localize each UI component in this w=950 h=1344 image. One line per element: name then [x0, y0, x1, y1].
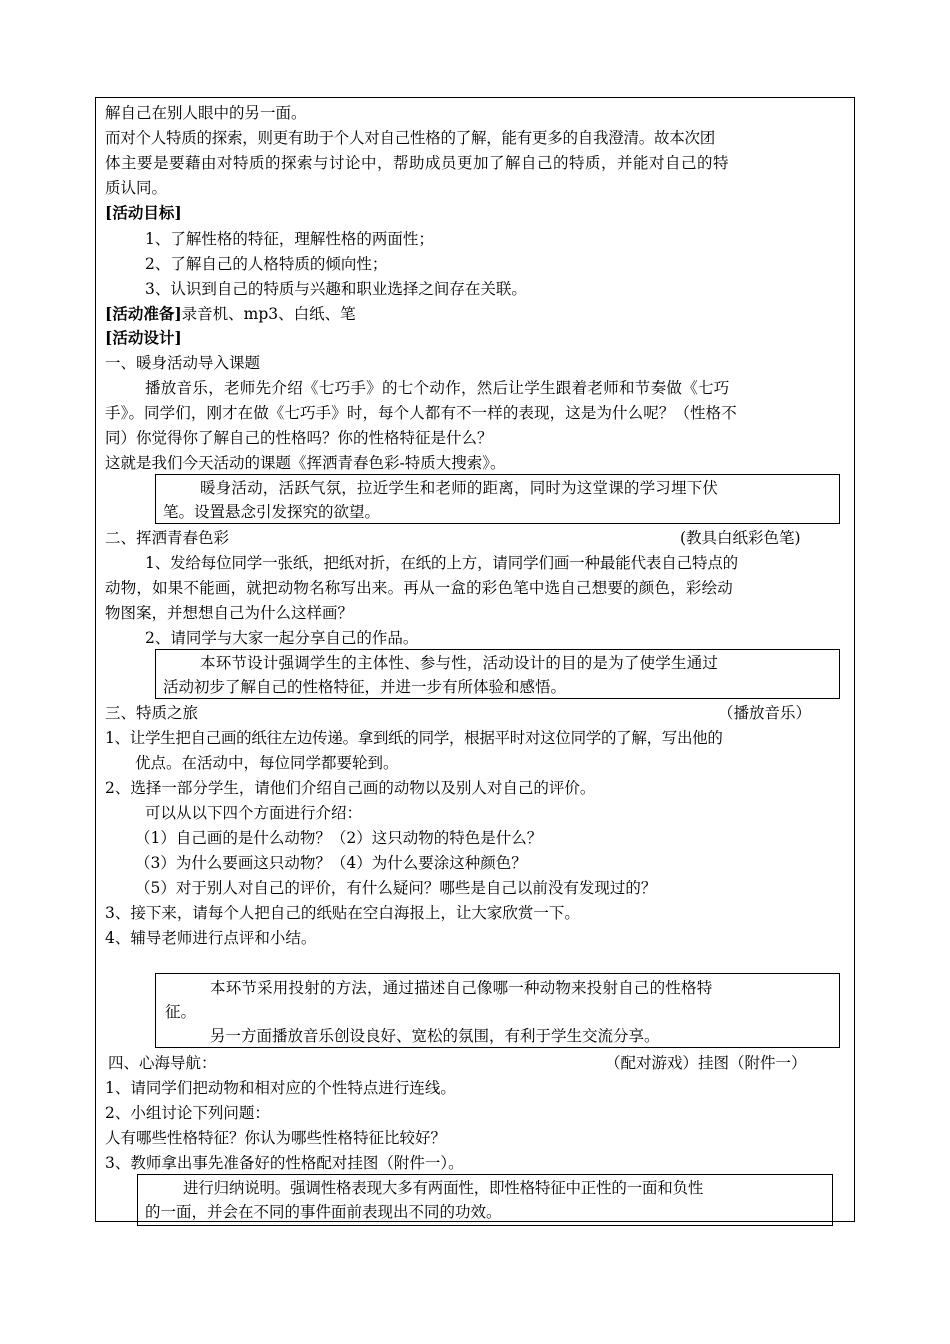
section-1-title: 一、暖身活动导入课题 [105, 354, 261, 372]
prep-line [105, 304, 356, 324]
prep-text: 录音机、mp3、白纸、笔 [181, 305, 356, 323]
section-1-note-line-2: 笔。设置悬念引发探究的欲望。 [163, 503, 381, 521]
section-3-para-3: 2、选择一部分学生，请他们介绍自己画的动物以及别人对自己的评价。 [105, 779, 596, 797]
intro-line-1: 解自己在别人眼中的另一面。 [105, 104, 307, 122]
goal-item-2: 2、了解自己的人格特质的倾向性； [145, 255, 388, 273]
section-4-para-4: 3、教师拿出事先准备好的性格配对挂图（附件一）。 [105, 1154, 464, 1172]
goals-heading: [活动目标] [105, 203, 182, 222]
section-4-tools: （配对游戏）挂图（附件一） [605, 1054, 807, 1072]
section-2-para-4: 2、请同学与大家一起分享自己的作品。 [145, 629, 419, 647]
section-4-note-line-1: 进行归纳说明。强调性格表现大多有两面性，即性格特征中正性的一面和负性 [183, 1179, 704, 1197]
design-heading: [活动设计] [105, 328, 182, 347]
section-3-para-4: 可以从以下四个方面进行介绍： [145, 804, 363, 822]
section-4-note-line-2: 的一面，并会在不同的事件面前表现出不同的功效。 [145, 1203, 502, 1221]
section-3-question-1: （1）自己画的是什么动物？（2）这只动物的特色是什么？ [135, 829, 543, 847]
section-3-note-line-1: 本环节采用投射的方法，通过描述自己像哪一种动物来投射自己的性格特 [210, 979, 713, 997]
section-3-note-line-2: 征。 [165, 1003, 197, 1021]
section-1-para-4: 这就是我们今天活动的课题《挥洒青春色彩-特质大搜索》。 [105, 454, 506, 472]
section-3-para-6: 4、辅导老师进行点评和小结。 [105, 929, 317, 947]
section-3-tools: （播放音乐） [718, 704, 812, 722]
section-4-title: 四、心海导航： [108, 1054, 217, 1072]
section-3-question-2: （3）为什么要画这只动物？（4）为什么要涂这种颜色？ [135, 854, 527, 872]
section-1-para-1: 播放音乐，老师先介绍《七巧手》的七个动作，然后让学生跟着老师和节奏做《七巧 [145, 379, 730, 397]
section-1-para-2: 手》。同学们，刚才在做《七巧手》时，每个人都有不一样的表现，这是为什么呢？（性格不 [105, 404, 737, 422]
section-2-para-1: 1、发给每位同学一张纸，把纸对折，在纸的上方，请同学们画一种最能代表自己特点的 [145, 554, 739, 572]
section-4-para-2: 2、小组讨论下列问题： [105, 1104, 270, 1122]
section-3-title: 三、特质之旅 [105, 704, 199, 722]
section-1-para-3: 同）你觉得你了解自己的性格吗？你的性格特征是什么？ [105, 429, 493, 447]
section-3-question-3: （5）对于别人对自己的评价，有什么疑问？哪些是自己以前没有发现过的？ [135, 879, 657, 897]
section-3-para-1: 1、让学生把自己画的纸往左边传递。拿到纸的同学，根据平时对这位同学的了解，写出他的 [105, 729, 723, 747]
section-1-note-line-1: 暖身活动，活跃气氛，拉近学生和老师的距离，同时为这堂课的学习埋下伏 [200, 479, 719, 497]
intro-line-3: 体主要是要藉由对特质的探索与讨论中，帮助成员更加了解自己的特质，并能对自己的特 [105, 154, 730, 172]
section-2-title: 二、挥洒青春色彩 [105, 529, 230, 547]
section-3-para-5: 3、接下来，请每个人把自己的纸贴在空白海报上，让大家欣赏一下。 [105, 904, 580, 922]
section-2-para-3: 物图案，并想想自己为什么这样画？ [105, 604, 354, 622]
intro-line-2: 而对个人特质的探索，则更有助于个人对自己性格的了解，能有更多的自我澄清。故本次团 [105, 129, 716, 147]
prep-heading: [活动准备] [105, 304, 182, 323]
section-2-note-line-2: 活动初步了解自己的性格特征，并进一步有所体验和感悟。 [163, 678, 567, 696]
section-3-para-2: 优点。在活动中，每位同学都要轮到。 [135, 754, 399, 772]
section-2-note-line-1: 本环节设计强调学生的主体性、参与性，活动设计的目的是为了使学生通过 [200, 654, 719, 672]
section-3-note-line-3: 另一方面播放音乐创设良好、宽松的氛围，有利于学生交流分享。 [210, 1027, 660, 1045]
section-4-para-1: 1、请同学们把动物和相对应的个性特点进行连线。 [105, 1079, 456, 1097]
goal-item-3: 3、认识到自己的特质与兴趣和职业选择之间存在关联。 [145, 280, 527, 298]
section-4-para-3: 人有哪些性格特征？你认为哪些性格特征比较好？ [105, 1129, 447, 1147]
goal-item-1: 1、了解性格的特征，理解性格的两面性； [145, 230, 434, 248]
section-2-tools: (教具白纸彩色笔) [680, 529, 801, 547]
intro-line-4: 质认同。 [105, 179, 168, 197]
section-2-para-2: 动物，如果不能画，就把动物名称写出来。再从一盒的彩色笔中选自己想要的颜色，彩绘动 [105, 579, 734, 597]
